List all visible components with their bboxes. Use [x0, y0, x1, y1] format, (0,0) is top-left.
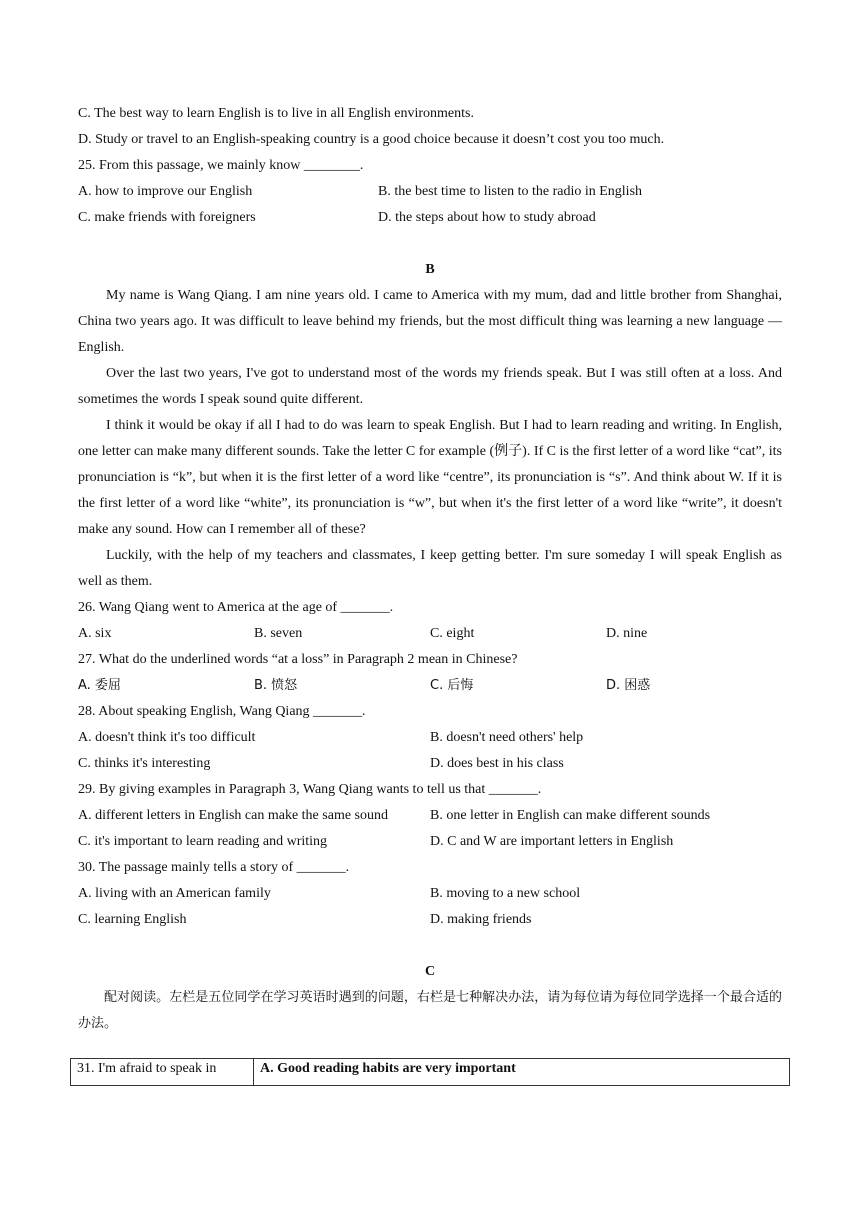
- option-28b: B. doesn't need others' help: [430, 730, 584, 745]
- section-c-heading: C: [424, 964, 436, 979]
- passage-b-paragraph-1: My name is Wang Qiang. I am nine years old. I came to America with my mum, dad and little brother from Shanghai, China two years ago. It was difficult to leave behind my friends, but the most difficult thing was learning a new language — English.: [78, 288, 782, 355]
- question-25-options-row-1: [78, 179, 782, 205]
- question-27-stem: 27. What do the underlined words “at a loss” in Paragraph 2 mean in Chinese?: [78, 652, 518, 667]
- passage-b-paragraph-3: I think it would be okay if all I had to do was learn to speak English. But I had to learn reading and writing. In English, one letter can make many different sounds. Take the letter C for example (例子). If C is the first letter of a word like “cat”, its pronunciation is “k”, but when it is the first letter of a word like “centre”, its pronunciation is “s”. And think about W. If it is the first letter of a word like “white”, its pronunciation is “w”, but when it's the first letter of a word like “write”, it doesn't make any sound. How can I remember all of these?: [78, 418, 782, 537]
- option-29c: C. it's important to learn reading and writing: [78, 834, 328, 849]
- option-29d: D. C and W are important letters in English: [430, 834, 674, 849]
- question-28-stem: 28. About speaking English, Wang Qiang _______.: [78, 704, 366, 719]
- option-27c: C. 后悔: [430, 678, 474, 693]
- question-29-options-row-1: [78, 803, 782, 829]
- passage-b-paragraph-2: Over the last two years, I've got to understand most of the words my friends speak. But I was still often at a loss. And sometimes the words I speak sound quite different.: [78, 366, 782, 407]
- option-27d: D. 困惑: [606, 678, 651, 693]
- question-25-options-row-2: [78, 205, 782, 231]
- solution-cell: A. Good reading habits are very important: [254, 1059, 790, 1086]
- table-row: [71, 1059, 790, 1086]
- page-content: [78, 101, 782, 1037]
- question-29-options-row-2: [78, 829, 782, 855]
- option-26a: A. six: [78, 626, 112, 641]
- question-29-stem: 29. By giving examples in Paragraph 3, Wang Qiang wants to tell us that _______.: [78, 782, 542, 797]
- option-26d: D. nine: [606, 626, 648, 641]
- option-28c: C. thinks it's interesting: [78, 756, 211, 771]
- section-c-instruction: 配对阅读。左栏是五位同学在学习英语时遇到的问题，右栏是七种解决办法，请为每位请为每位同学选择一个最合适的办法。: [78, 990, 782, 1031]
- option-27b: B. 愤怒: [254, 678, 298, 693]
- option-29a: A. different letters in English can make the same sound: [78, 808, 388, 823]
- question-28-options-row-1: [78, 725, 782, 751]
- question-27-options: [78, 673, 782, 699]
- option-24c: C. The best way to learn English is to live in all English environments.: [78, 106, 474, 121]
- option-25c: C. make friends with foreigners: [78, 210, 256, 225]
- option-30a: A. living with an American family: [78, 886, 271, 901]
- question-25-stem: 25. From this passage, we mainly know ________.: [78, 158, 364, 173]
- option-28a: A. doesn't think it's too difficult: [78, 730, 256, 745]
- question-28-options-row-2: [78, 751, 782, 777]
- option-30b: B. moving to a new school: [430, 886, 581, 901]
- matching-table: [70, 1058, 790, 1086]
- option-26c: C. eight: [430, 626, 475, 641]
- question-26-stem: 26. Wang Qiang went to America at the age of _______.: [78, 600, 394, 615]
- option-28d: D. does best in his class: [430, 756, 564, 771]
- question-30-options-row-1: [78, 881, 782, 907]
- option-27a: A. 委屈: [78, 678, 121, 693]
- option-25d: D. the steps about how to study abroad: [378, 210, 596, 225]
- question-30-stem: 30. The passage mainly tells a story of _______.: [78, 860, 350, 875]
- option-29b: B. one letter in English can make different sounds: [430, 808, 711, 823]
- option-25a: A. how to improve our English: [78, 184, 253, 199]
- question-26-options: [78, 621, 782, 647]
- option-24d: D. Study or travel to an English-speaking country is a good choice because it doesn’t cost you too much.: [78, 132, 665, 147]
- option-25b: B. the best time to listen to the radio in English: [378, 184, 643, 199]
- question-30-options-row-2: [78, 907, 782, 933]
- section-b-heading: B: [425, 262, 435, 277]
- passage-b-paragraph-4: Luckily, with the help of my teachers and classmates, I keep getting better. I'm sure someday I will speak English as well as them.: [78, 548, 782, 589]
- option-30c: C. learning English: [78, 912, 187, 927]
- option-26b: B. seven: [254, 626, 303, 641]
- option-30d: D. making friends: [430, 912, 532, 927]
- problem-cell: 31. I'm afraid to speak in: [71, 1059, 254, 1086]
